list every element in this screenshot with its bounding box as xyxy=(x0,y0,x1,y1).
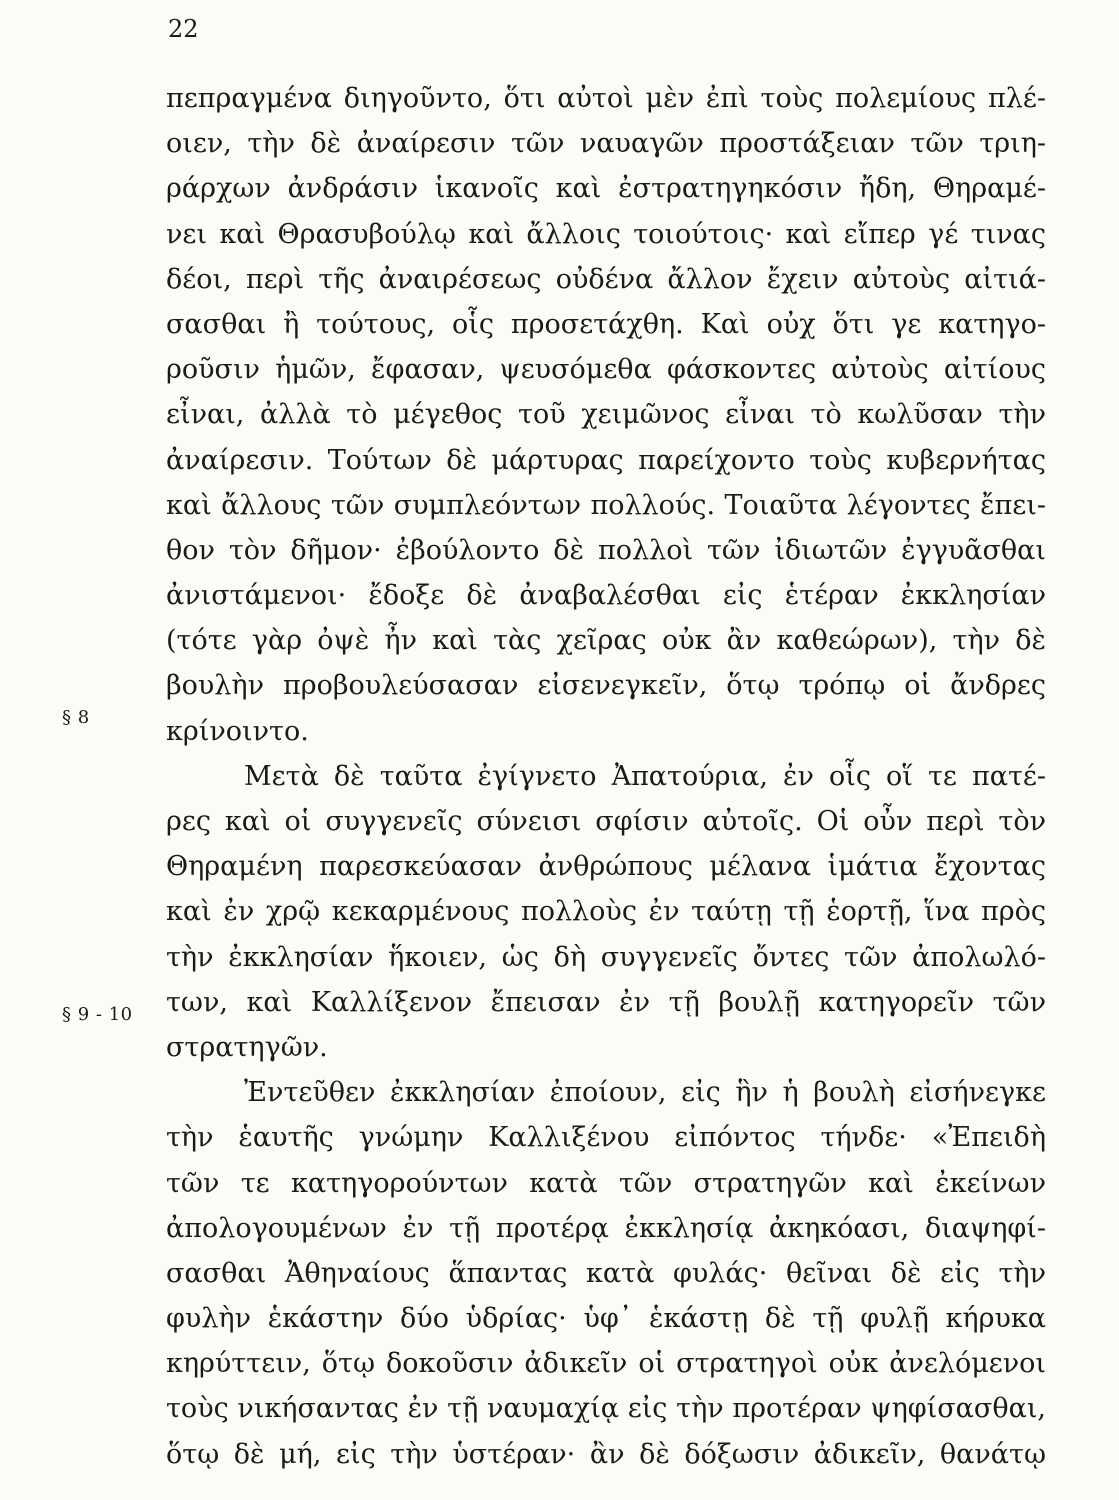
text-line: σασθαι Ἀθηναίους ἅπαντας κατὰ φυλάς· θεῖναι δὲ εἰς τὴν xyxy=(166,1257,1046,1289)
text-line: κρίνοιντο. xyxy=(166,715,309,747)
text-line: τὴν ἑαυτῆς γνώμην Καλλιξένου εἰπόντος τήνδε· «Ἐπειδὴ xyxy=(166,1122,1046,1154)
text-line: τῶν τε κατηγορούντων κατὰ τῶν στρατηγῶν καὶ ἐκείνων xyxy=(166,1167,1046,1199)
text-line: ἀπολογουμένων ἐν τῇ προτέρᾳ ἐκκλησίᾳ ἀκηκόασι, διαψηφί- xyxy=(166,1212,1046,1244)
text-line-paragraph-start: Ἐντεῦθεν ἐκκλησίαν ἐποίουν, εἰς ἣν ἡ βουλὴ εἰσήνεγκε xyxy=(244,1077,1046,1109)
text-line: δέοι, περὶ τῆς ἀναιρέσεως οὐδένα ἄλλον ἔχειν αὐτοὺς αἰτιά- xyxy=(166,263,1046,295)
text-line: Θηραμένη παρεσκεύασαν ἀνθρώπους μέλανα ἱμάτια ἔχοντας xyxy=(166,851,1046,883)
text-line: τοὺς νικήσαντας ἐν τῇ ναυμαχίᾳ εἰς τὴν προτέραν ψηφίσασθαι, xyxy=(166,1393,1046,1425)
text-line: πεπραγμένα διηγοῦντο, ὅτι αὐτοὶ μὲν ἐπὶ τοὺς πολεμίους πλέ- xyxy=(166,83,1046,114)
text-line: οιεν, τὴν δὲ ἀναίρεσιν τῶν ναυαγῶν προστάξειαν τῶν τριη- xyxy=(166,128,1046,160)
text-line: καὶ ἄλλους τῶν συμπλεόντων πολλούς. Τοιαῦτα λέγοντες ἔπει- xyxy=(166,489,1046,521)
text-line-paragraph-start: Μετὰ δὲ ταῦτα ἐγίγνετο Ἀπατούρια, ἐν οἷς οἵ τε πατέ- xyxy=(244,760,1046,792)
text-line: νει καὶ Θρασυβούλῳ καὶ ἄλλοις τοιούτοις· καὶ εἴπερ γέ τινας xyxy=(166,218,1046,250)
body-text xyxy=(166,76,1046,1477)
text-line: των, καὶ Καλλίξενον ἔπεισαν ἐν τῇ βουλῇ κατηγορεῖν τῶν xyxy=(166,986,1046,1018)
text-line: καὶ ἐν χρῷ κεκαρμένους πολλοὺς ἐν ταύτῃ τῇ ἑορτῇ, ἵνα πρὸς xyxy=(166,896,1046,928)
margin-note-section-8: § 8 xyxy=(62,707,90,728)
text-line: ράρχων ἀνδράσιν ἱκανοῖς καὶ ἐστρατηγηκόσιν ἤδη, Θηραμέ- xyxy=(166,173,1046,205)
text-line: στρατηγῶν. xyxy=(166,1031,328,1063)
text-line: ἀνιστάμενοι· ἔδοξε δὲ ἀναβαλέσθαι εἰς ἑτέραν ἐκκλησίαν xyxy=(166,580,1046,612)
text-line: εἶναι, ἀλλὰ τὸ μέγεθος τοῦ χειμῶνος εἶναι τὸ κωλῦσαν τὴν xyxy=(166,399,1046,431)
text-line: θον τὸν δῆμον· ἐβούλοντο δὲ πολλοὶ τῶν ἰδιωτῶν ἐγγυᾶσθαι xyxy=(166,534,1046,566)
text-line: φυλὴν ἑκάστην δύο ὑδρίας· ὑφ᾽ ἑκάστῃ δὲ τῇ φυλῇ κήρυκα xyxy=(166,1303,1046,1335)
text-line: ρες καὶ οἱ συγγενεῖς σύνεισι σφίσιν αὐτοῖς. Οἱ οὖν περὶ τὸν xyxy=(166,806,1046,837)
text-line: (τότε γὰρ ὀψὲ ἦν καὶ τὰς χεῖρας οὐκ ἂν καθεώρων), τὴν δὲ xyxy=(166,625,1046,657)
text-line: σασθαι ἢ τούτους, οἷς προσετάχθη. Καὶ οὐχ ὅτι γε κατηγο- xyxy=(166,308,1046,340)
text-line: τὴν ἐκκλησίαν ἥκοιεν, ὡς δὴ συγγενεῖς ὄντες τῶν ἀπολωλό- xyxy=(166,941,1046,973)
margin-note-section-9-10: § 9 - 10 xyxy=(62,1004,133,1025)
text-line: ὅτῳ δὲ μή, εἰς τὴν ὑστέραν· ἂν δὲ δόξωσιν ἀδικεῖν, θανάτῳ xyxy=(166,1438,1046,1470)
text-line: κηρύττειν, ὅτῳ δοκοῦσιν ἀδικεῖν οἱ στρατηγοὶ οὐκ ἀνελόμενοι xyxy=(166,1348,1046,1380)
text-line: βουλὴν προβουλεύσασαν εἰσενεγκεῖν, ὅτῳ τρόπῳ οἱ ἄνδρες xyxy=(166,670,1046,702)
text-line: ροῦσιν ἡμῶν, ἔφασαν, ψευσόμεθα φάσκοντες αὐτοὺς αἰτίους xyxy=(166,354,1046,386)
text-line: ἀναίρεσιν. Τούτων δὲ μάρτυρας παρείχοντο τοὺς κυβερνήτας xyxy=(166,444,1046,476)
page-number: 22 xyxy=(168,15,199,43)
